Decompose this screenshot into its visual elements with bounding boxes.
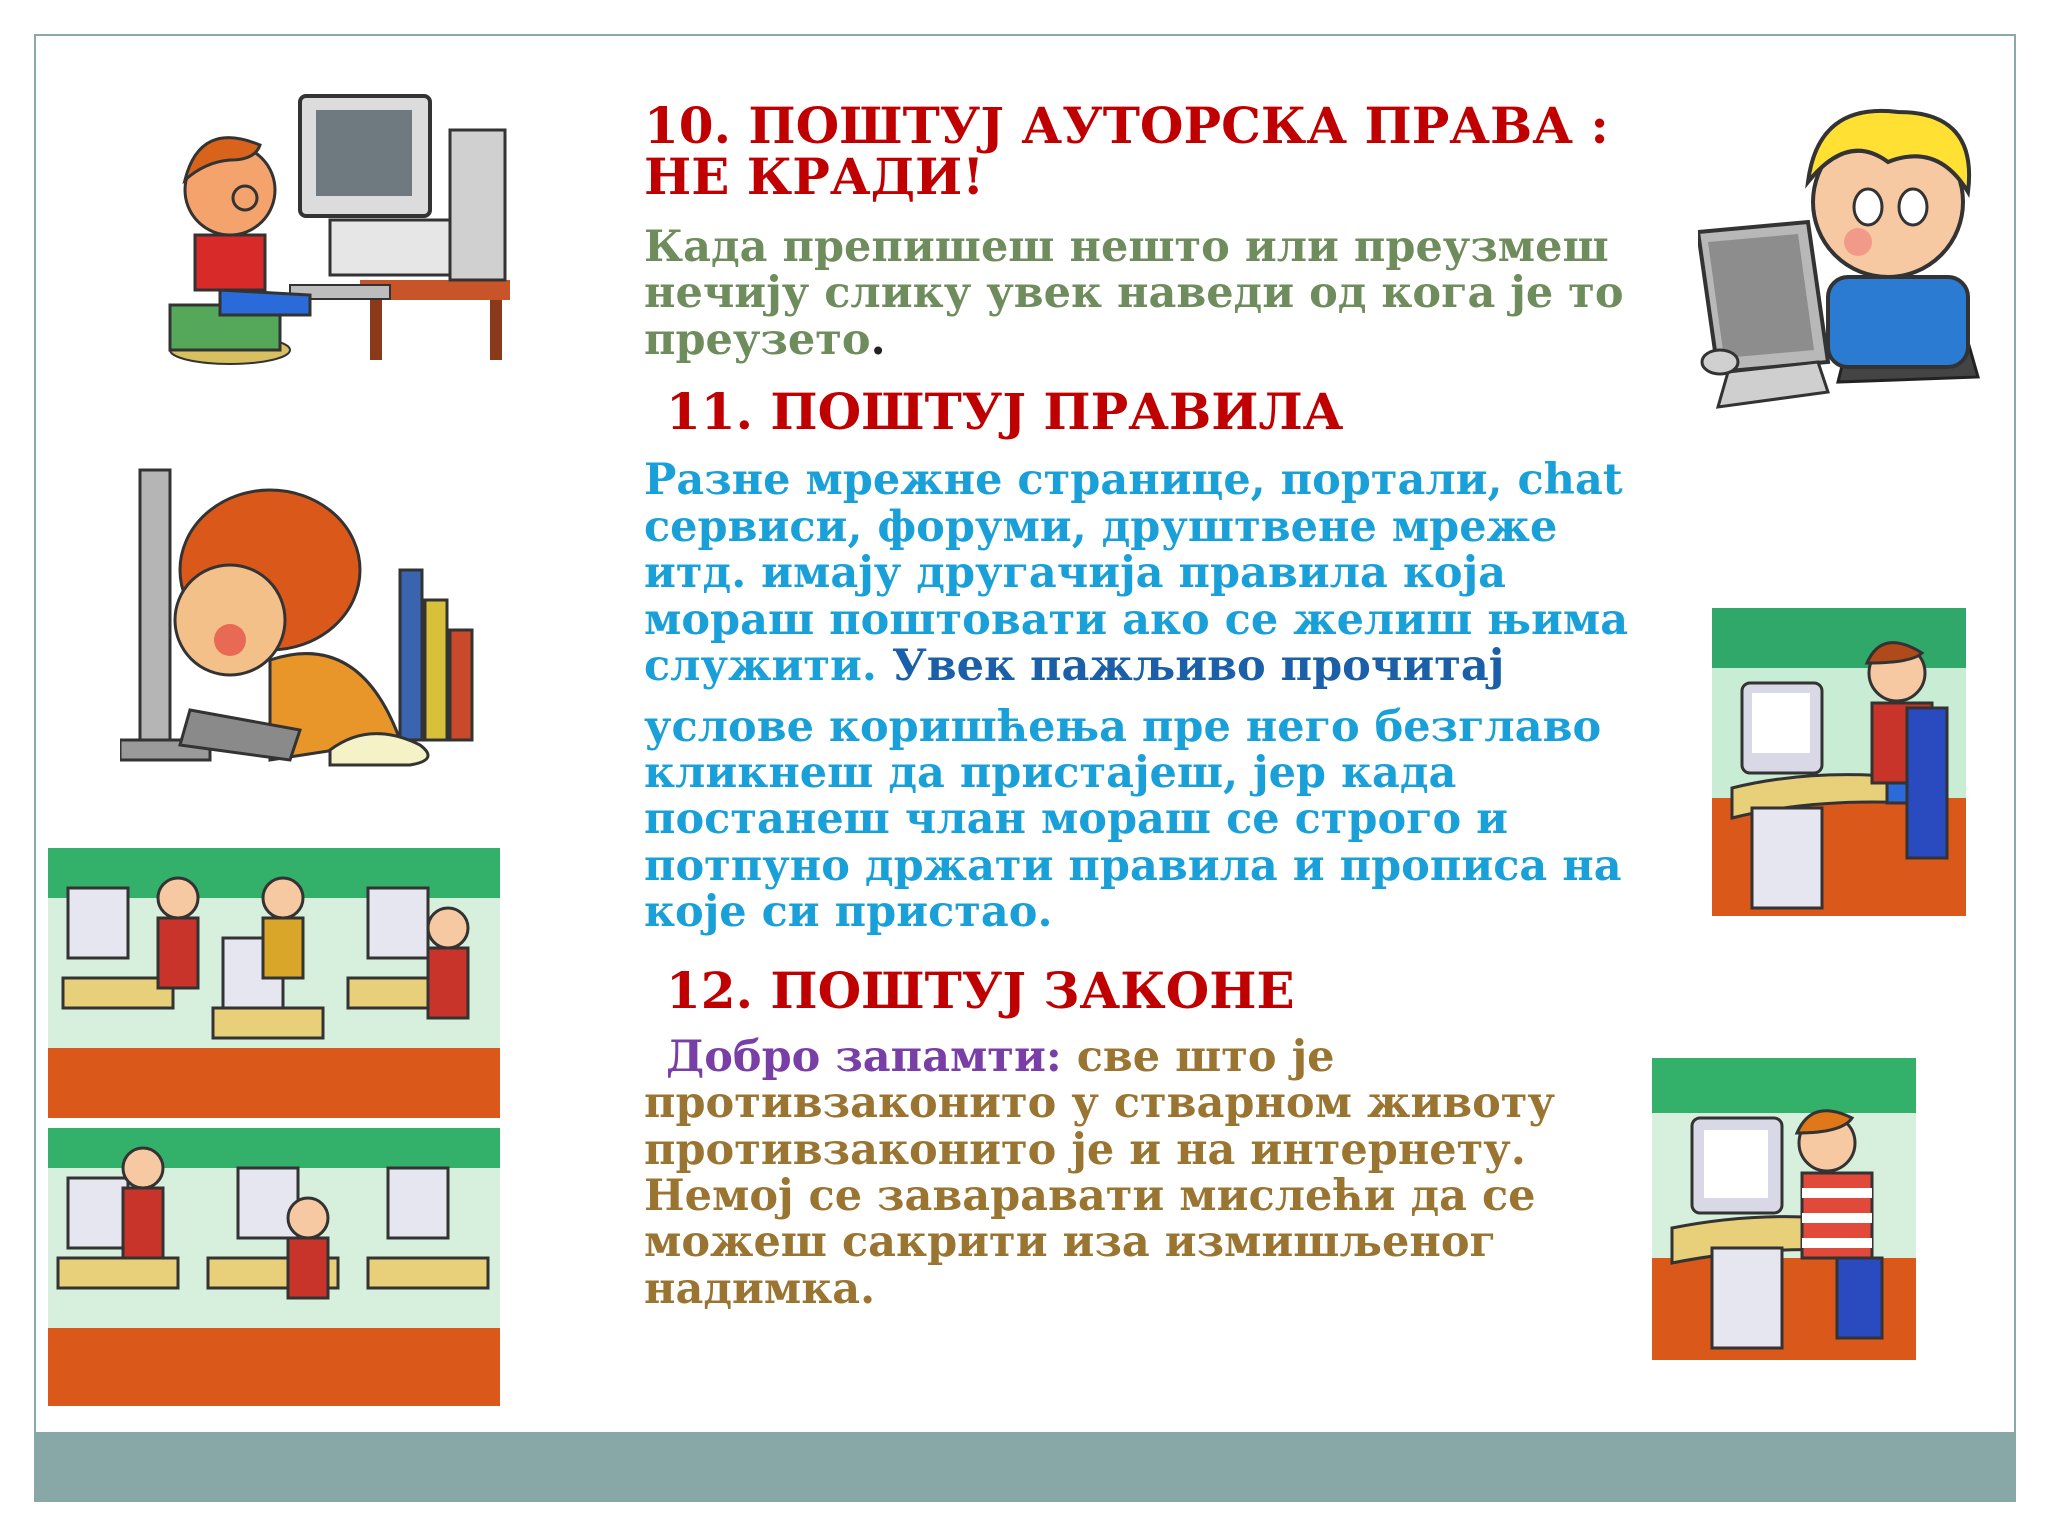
rule-11-body-continued: услове коришћења пре него безглаво кликнеш да пристајеш, јер када постанеш члан мораш се строго и потпуно држати правила и прописа на које си пристао.	[644, 701, 1622, 938]
kids-at-computers-collage-illustration	[48, 848, 500, 1406]
kid-at-desk-computer-illustration	[1712, 608, 1966, 916]
rule-10-body	[644, 224, 1644, 363]
child-typing-with-books-illustration	[120, 460, 480, 790]
footer-bar	[34, 1432, 2016, 1502]
kid-in-striped-shirt-at-computer-illustration	[1652, 1058, 1916, 1360]
boy-at-computer-illustration	[160, 90, 520, 370]
rule-10-body-text: Када препишеш нешто или преузмеш нечију слику увек наведи од кога је то преузето	[644, 222, 1624, 365]
rule-12-body-text: све што је противзаконито у стварном животу противзаконито је и на интернету. Немој се заваравати мислећи да се можеш сакрити иза измишљеног надимка.	[644, 1031, 1555, 1314]
rule-11-heading: 11. ПОШТУЈ ПРАВИЛА	[666, 382, 1344, 442]
rule-12-body-lead: Добро запамти:	[666, 1031, 1062, 1082]
rule-10-heading: 10. ПОШТУЈ АУТОРСКА ПРАВА : НЕ КРАДИ!	[644, 96, 1609, 206]
rule-11-body-highlight: Увек пажљиво прочитај	[876, 641, 1505, 692]
blond-boy-at-computer-illustration	[1698, 92, 1988, 417]
rules-text-column	[644, 96, 1664, 1314]
rule-12-body	[644, 1031, 1634, 1314]
rule-11-body-part1: Разне мрежне странице, портали, chat сервиси, форуми, друштвене мреже итд. имају другачија правила која мораш поштовати ако се желиш њима служити.	[644, 455, 1629, 692]
rule-10-body-end: .	[870, 314, 886, 365]
rule-11-body	[644, 455, 1664, 692]
rule-12-heading: 12. ПОШТУЈ ЗАКОНЕ	[666, 960, 1295, 1020]
